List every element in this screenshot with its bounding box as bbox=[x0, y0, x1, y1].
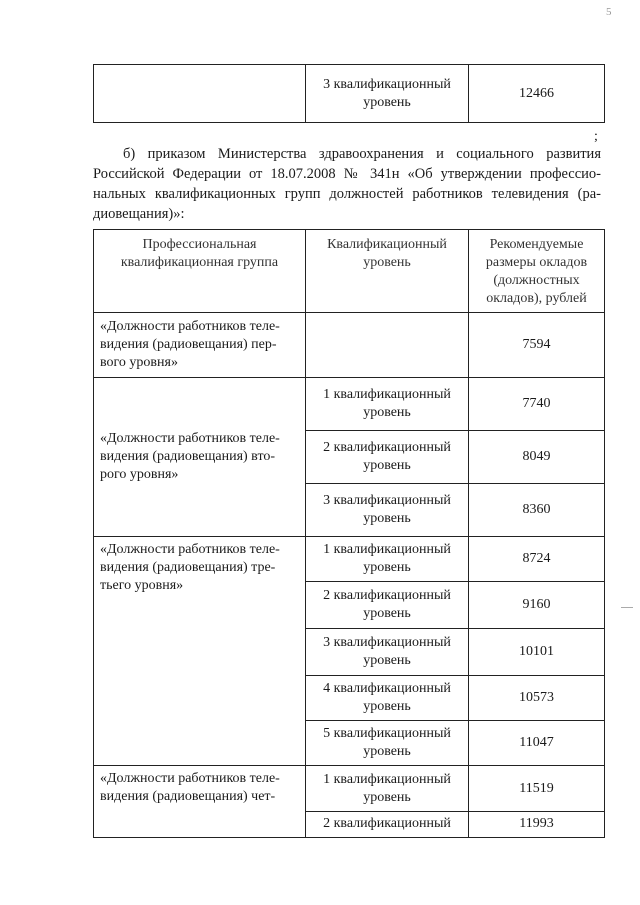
salary-cell: 11993 bbox=[469, 812, 605, 838]
header-line: окладов), рублей bbox=[486, 291, 587, 306]
level-line: уровень bbox=[363, 789, 411, 805]
level-line: 1 квалификационный bbox=[323, 771, 451, 787]
group-name-line: видения (радиовещания) тре- bbox=[100, 560, 276, 575]
group-name-line: тьего уровня» bbox=[100, 578, 184, 593]
group-name-line: «Должности работников теле- bbox=[100, 771, 280, 786]
salary-cell: 11519 bbox=[469, 766, 605, 812]
group-name-line: видения (радиовещания) пер- bbox=[100, 337, 277, 352]
group-name-line: «Должности работников теле- bbox=[100, 319, 280, 334]
group-name-line: рого уровня» bbox=[100, 467, 179, 482]
header-group bbox=[94, 230, 306, 313]
group-name-line: видения (радиовещания) чет- bbox=[100, 789, 276, 804]
margin-mark bbox=[621, 607, 633, 608]
level-cell bbox=[306, 431, 469, 484]
group-name-line: видения (радиовещания) вто- bbox=[100, 449, 276, 464]
level-cell bbox=[306, 378, 469, 431]
salary-table bbox=[93, 229, 605, 838]
level-line: 1 квалификационный bbox=[323, 542, 451, 557]
table-row bbox=[94, 537, 605, 582]
paragraph-line: диовещания)»: bbox=[93, 206, 185, 222]
level-line: уровень bbox=[363, 653, 411, 668]
level-cell bbox=[306, 676, 469, 721]
level-line: уровень bbox=[363, 458, 411, 473]
header-salary bbox=[469, 230, 605, 313]
header-line: (должностных bbox=[493, 273, 580, 288]
level-cell bbox=[306, 721, 469, 766]
level-line: уровень bbox=[363, 94, 411, 110]
salary-cell: 12466 bbox=[469, 65, 605, 123]
level-line: уровень bbox=[363, 699, 411, 714]
level-cell bbox=[306, 582, 469, 629]
paragraph-line: Российской Федерации от 18.07.2008 № 341н «Об утверждении профессио- bbox=[93, 166, 601, 182]
level-line: 5 квалификационный bbox=[323, 726, 451, 741]
level-line: 3 квалификационный bbox=[323, 493, 451, 508]
header-line: Рекомендуемые bbox=[489, 237, 584, 252]
salary-cell: 11047 bbox=[469, 721, 605, 766]
semicolon: ; bbox=[594, 129, 598, 144]
group-name bbox=[94, 378, 306, 537]
salary-cell: 8360 bbox=[469, 484, 605, 537]
group-name bbox=[94, 766, 306, 838]
table-row bbox=[94, 378, 605, 431]
level-line: 3 квалификационный bbox=[323, 635, 451, 650]
empty-group-cell bbox=[94, 65, 306, 123]
level-line: 2 квалификационный bbox=[323, 440, 451, 455]
header-level bbox=[306, 230, 469, 313]
level-line: уровень bbox=[363, 560, 411, 575]
salary-cell: 8724 bbox=[469, 537, 605, 582]
paragraph-line: б) приказом Министерства здравоохранения и социального развития bbox=[123, 146, 601, 162]
header-line: Квалификационный bbox=[327, 237, 447, 252]
level-cell bbox=[306, 484, 469, 537]
level-cell bbox=[306, 766, 469, 812]
salary-cell: 9160 bbox=[469, 582, 605, 629]
level-line: уровень bbox=[363, 606, 411, 621]
level-line: 1 квалификационный bbox=[323, 387, 451, 402]
level-line: 2 квалификационный bbox=[323, 816, 451, 831]
level-cell bbox=[306, 629, 469, 676]
level-line: уровень bbox=[363, 511, 411, 526]
salary-cell: 10573 bbox=[469, 676, 605, 721]
header-line: квалификационная группа bbox=[120, 255, 279, 270]
level-cell bbox=[306, 537, 469, 582]
salary-cell: 7740 bbox=[469, 378, 605, 431]
level-cell bbox=[306, 313, 469, 378]
salary-cell: 10101 bbox=[469, 629, 605, 676]
paragraph-line: нальных квалификационных групп должностей работников телевидения (ра- bbox=[93, 186, 601, 202]
header-line: размеры окладов bbox=[485, 255, 588, 270]
header-line: уровень bbox=[363, 255, 411, 270]
level-cell bbox=[306, 65, 469, 123]
group-name-line: «Должности работников теле- bbox=[100, 431, 280, 446]
level-line: 4 квалификационный bbox=[323, 681, 451, 696]
salary-cell: 7594 bbox=[469, 313, 605, 378]
header-line: Профессиональная bbox=[142, 237, 257, 252]
table-header-row bbox=[94, 230, 605, 313]
group-name bbox=[94, 313, 306, 378]
group-name-line: вого уровня» bbox=[100, 355, 178, 370]
level-line: уровень bbox=[363, 744, 411, 759]
level-line: 2 квалификационный bbox=[323, 588, 451, 603]
level-cell bbox=[306, 812, 469, 838]
level-line: уровень bbox=[363, 405, 411, 420]
group-name-line: «Должности работников теле- bbox=[100, 542, 280, 557]
table-row bbox=[94, 313, 605, 378]
page-number: 5 bbox=[606, 6, 612, 18]
group-name bbox=[94, 537, 306, 766]
table-row bbox=[94, 766, 605, 812]
level-line: 3 квалификационный bbox=[323, 76, 451, 92]
order-paragraph bbox=[93, 144, 601, 224]
salary-cell: 8049 bbox=[469, 431, 605, 484]
continued-salary-table bbox=[93, 64, 605, 123]
